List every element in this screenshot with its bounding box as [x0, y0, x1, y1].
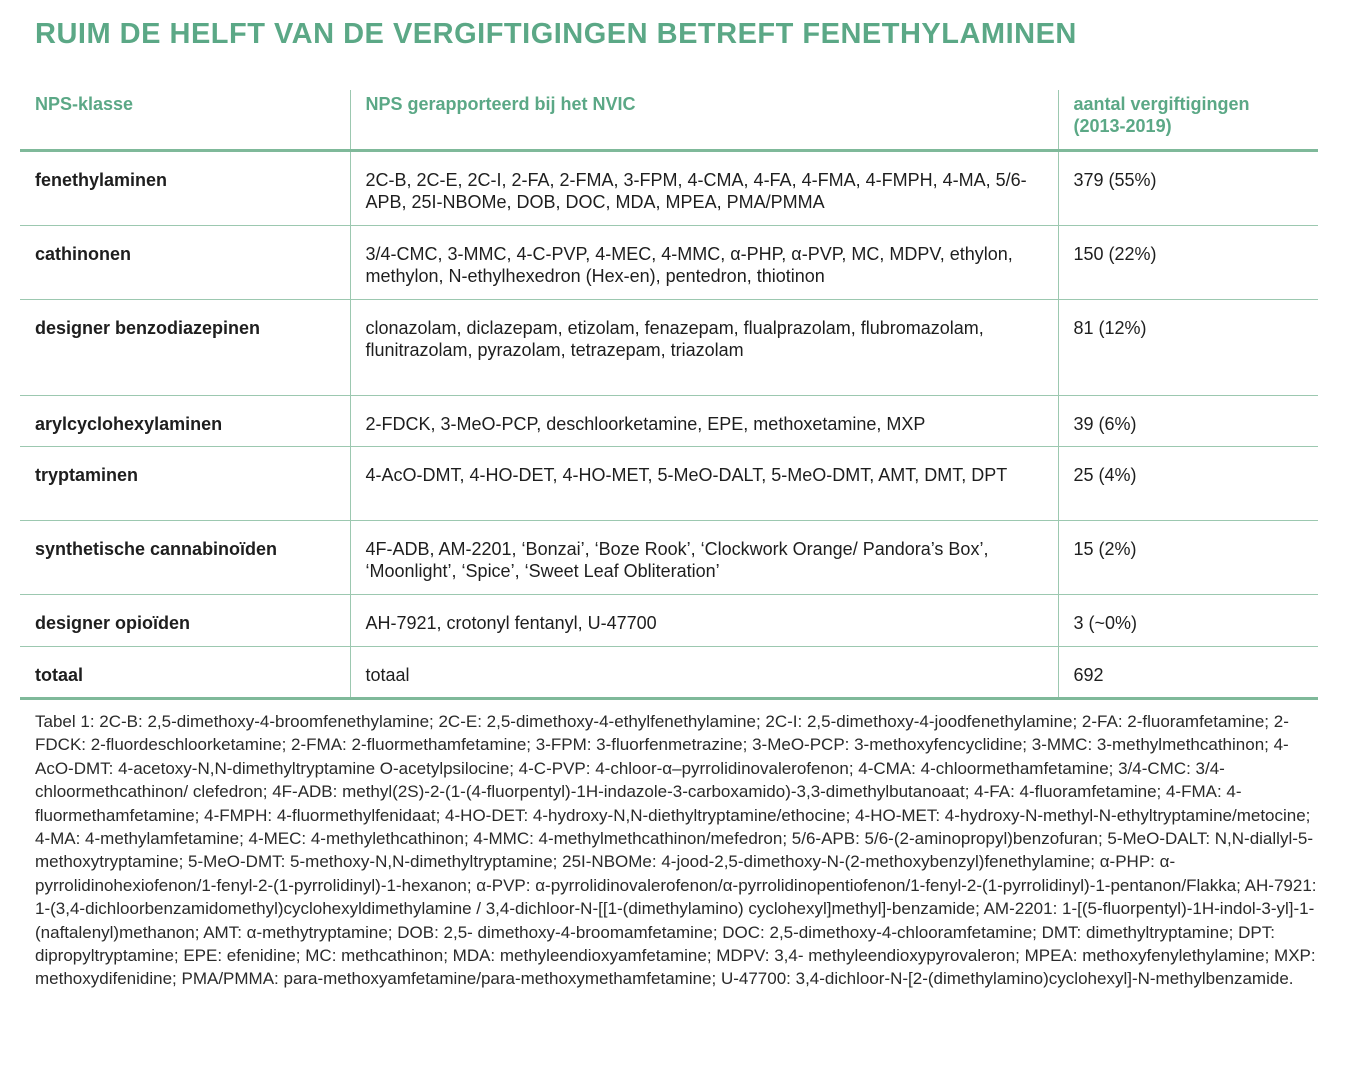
table-row	[20, 447, 1318, 521]
cell-klasse: tryptaminen	[20, 447, 350, 521]
table-row	[20, 595, 1318, 647]
cell-nps: clonazolam, diclazepam, etizolam, fenazepam, flualprazolam, flubromazolam, flunitrazolam, pyrazolam, tetrazepam, triazolam	[350, 300, 1058, 396]
header-aantal-vergiftigingen: aantal vergiftigingen (2013-2019)	[1058, 90, 1318, 151]
table-row-totaal	[20, 647, 1318, 699]
cell-klasse: synthetische cannabinoïden	[20, 521, 350, 595]
table-caption	[35, 710, 1325, 991]
cell-aantal: 15 (2%)	[1058, 521, 1318, 595]
cell-aantal: 25 (4%)	[1058, 447, 1318, 521]
cell-nps: 3/4-CMC, 3-MMC, 4-C-PVP, 4-MEC, 4-MMC, α-PHP, α-PVP, MC, MDPV, ethylon, methylon, N-ethylhexedron (Hex-en), pentedron, thiotinon	[350, 226, 1058, 300]
cell-nps: 4-AcO-DMT, 4-HO-DET, 4-HO-MET, 5-MeO-DALT, 5-MeO-DMT, AMT, DMT, DPT	[350, 447, 1058, 521]
cell-aantal: 3 (~0%)	[1058, 595, 1318, 647]
header-nps-gerapporteerd: NPS gerapporteerd bij het NVIC	[350, 90, 1058, 151]
table-row	[20, 521, 1318, 595]
cell-nps: 2-FDCK, 3-MeO-PCP, deschloorketamine, EPE, methoxetamine, MXP	[350, 396, 1058, 447]
table-row	[20, 300, 1318, 396]
caption-part-2: dipropyltryptamine; EPE: efenidine; MC: methcathinon; MDA: methyleendioxyamfetamine; MDPV: 3,4- methyleendioxypyrovaleron; MPEA: methoxyfenylethylamine; MXP: methoxydifenidine; PMA/PMMA: para-methoxyamfetamine/para-methoxymethamfetamine; U-47700: 3,4-dichloor-N-[2-(dimethylamino)cyclohexyl]-N-methylbenzamide.	[35, 946, 1316, 989]
header-nps-klasse: NPS-klasse	[20, 90, 350, 151]
table-row	[20, 396, 1318, 447]
cell-nps: 4F-ADB, AM-2201, ‘Bonzai’, ‘Boze Rook’, ‘Clockwork Orange/ Pandora’s Box’, ‘Moonlight’, ‘Spice’, ‘Sweet Leaf Obliteration’	[350, 521, 1058, 595]
cell-aantal: 39 (6%)	[1058, 396, 1318, 447]
cell-klasse: fenethylaminen	[20, 151, 350, 226]
cell-klasse: totaal	[20, 647, 350, 699]
cell-nps: AH-7921, crotonyl fentanyl, U-47700	[350, 595, 1058, 647]
cell-aantal: 81 (12%)	[1058, 300, 1318, 396]
cell-nps: totaal	[350, 647, 1058, 699]
table-header-row	[20, 90, 1318, 151]
cell-aantal: 150 (22%)	[1058, 226, 1318, 300]
cell-klasse: arylcyclohexylaminen	[20, 396, 350, 447]
caption-part-1: Tabel 1: 2C-B: 2,5-dimethoxy-4-broomfenethylamine; 2C-E: 2,5-dimethoxy-4-ethylfenethylamine; 2C-I: 2,5-dimethoxy-4-joodfenethylamine; 2-FA: 2-fluoramfetamine; 2-FDCK: 2-fluordeschloorketamine; 2-FMA: 2-fluormethamfetamine; 3-FPM: 3-fluorfenmetrazine; 3-MeO-PCP: 3-methoxyfencyclidine; 3-MMC: 3-methylmethcathinon; 4-AcO-DMT: 4-acetoxy-N,N-dimethyltryptamine O-acetylpsilocine; 4-C-PVP: 4-chloor-α–pyrrolidinovalerofenon; 4-CMA: 4-chloormethamfetamine; 3/4-CMC: 3/4-chloormethcathinon/ clefedron; 4F-ADB: methyl(2S)-2-(1-(4-fluorpentyl)-1H-indazole-3-carboxamido)-3,3-dimethylbutanoaat; 4-FA: 4-fluoramfetamine; 4-FMA: 4-fluormethamfetamine; 4-FMPH: 4-fluormethylfenidaat; 4-HO-DET: 4-hydroxy-N,N-diethyltryptamine/ethocine; 4-HO-MET: 4-hydroxy-N-methyl-N-ethyltryptamine/metocine; 4-MA: 4-methylamfetamine; 4-MEC: 4-methylethcathinon; 4-MMC: 4-methylmethcathinon/mefedron; 5/6-APB: 5/6-(2-aminopropyl)benzofuran; 5-MeO-DALT: N,N-diallyl-5-methoxytryptamine; 5-MeO-DMT: 5-methoxy-N,N-dimethyltryptamine; 25I-NBOMe: 4-jood-2,5-dimethoxy-N-(2-methoxybenzyl)fenethylamine; α-PHP: α-pyrrolidinohexiofenon/1-fenyl-2-(1-pyrrolidinyl)-1-hexanon; α-PVP: α-pyrrolidinovalerofenon/α-pyrrolidinopentiofenon/1-fenyl-2-(1-pyrrolidinyl)-1-pentanon/Flakka; AH-7921: 1-(3,4-dichloorbenzamidomethyl)cyclohexyldimethylamine / 3,4-dichloor-N-[[1-(dimethylamino) cyclohexyl]methyl]-benzamide; AM-2201: 1-[(5-fluorpentyl)-1H-indol-3-yl]-1-(naftalenyl)methanon; AMT: α-methytryptamine; DOB: 2,5- dimethoxy-4-broomamfetamine; DOC: 2,5-dimethoxy-4-chlooramfetamine; DMT: dimethyltryptamine; DPT:	[35, 712, 1317, 942]
cell-nps: 2C-B, 2C-E, 2C-I, 2-FA, 2-FMA, 3-FPM, 4-CMA, 4-FA, 4-FMA, 4-FMPH, 4-MA, 5/6-APB, 25I-NBOMe, DOB, DOC, MDA, MPEA, PMA/PMMA	[350, 151, 1058, 226]
cell-aantal: 379 (55%)	[1058, 151, 1318, 226]
cell-klasse: designer opioïden	[20, 595, 350, 647]
cell-aantal: 692	[1058, 647, 1318, 699]
nps-table	[20, 90, 1318, 700]
cell-klasse: cathinonen	[20, 226, 350, 300]
table-row	[20, 151, 1318, 226]
page-title: RUIM DE HELFT VAN DE VERGIFTIGINGEN BETREFT FENETHYLAMINEN	[35, 18, 1077, 50]
cell-klasse: designer benzodiazepinen	[20, 300, 350, 396]
table-row	[20, 226, 1318, 300]
